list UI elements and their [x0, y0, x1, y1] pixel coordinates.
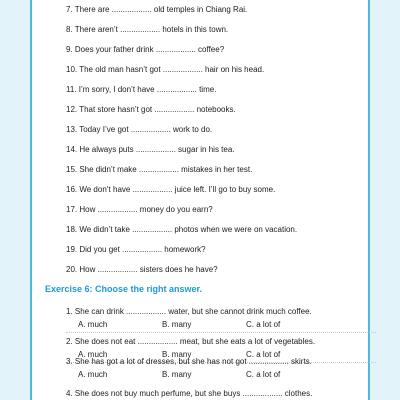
option-a: A. much	[78, 320, 108, 329]
option-b: B. many	[162, 320, 192, 329]
question-15: 15. She didn’t make .................. mistakes in her test.	[66, 165, 253, 174]
question-8: 8. There aren’t .................. hotels in this town.	[66, 25, 229, 34]
exercise-6-question-1: 1. She can drink .................. water, but she cannot drink much coffee.	[66, 307, 312, 316]
question-7: 7. There are .................. old temples in Chiang Rai.	[66, 5, 248, 14]
question-9: 9. Does your father drink .................. coffee?	[66, 45, 225, 54]
option-b: B. many	[162, 370, 192, 379]
question-17: 17. How .................. money do you earn?	[66, 205, 213, 214]
divider	[66, 332, 376, 333]
option-c: C. a lot of	[246, 370, 281, 379]
question-19: 19. Did you get .................. homework?	[66, 245, 206, 254]
question-16: 16. We don’t have .................. juice left. I’ll go to buy some.	[66, 185, 276, 194]
right-page-border	[368, 0, 400, 400]
question-11: 11. I’m sorry, I don’t have .................. time.	[66, 85, 217, 94]
option-c: C. a lot of	[246, 320, 281, 329]
exercise-6-title: Exercise 6: Choose the right answer.	[45, 284, 203, 294]
option-b: B. many	[162, 350, 192, 359]
question-14: 14. He always puts .................. sugar in his tea.	[66, 145, 235, 154]
question-20: 20. How .................. sisters does he have?	[66, 265, 218, 274]
question-18: 18. We didn’t take .................. photos when we were on vacation.	[66, 225, 298, 234]
question-13: 13. Today I’ve got .................. work to do.	[66, 125, 213, 134]
option-a: A. much	[78, 370, 108, 379]
left-page-border	[0, 0, 32, 400]
exercise-6-question-2: 2. She does not eat .................. meat, but she eats a lot of vegetables.	[66, 337, 316, 346]
exercise-6-options-3	[78, 369, 358, 380]
exercise-6-options-1	[78, 319, 358, 330]
question-12: 12. That store hasn’t got .................. notebooks.	[66, 105, 236, 114]
option-a: A. much	[78, 350, 108, 359]
exercise-6-question-4: 4. She does not buy much perfume, but she buys .................. clothes.	[66, 389, 313, 398]
exercise-6-question-3: 3. She has got a lot of dresses, but she has not got .................. skirts.	[66, 357, 312, 366]
option-c: C. a lot of	[246, 350, 281, 359]
question-10: 10. The old man hasn’t got .................. hair on his head.	[66, 65, 265, 74]
